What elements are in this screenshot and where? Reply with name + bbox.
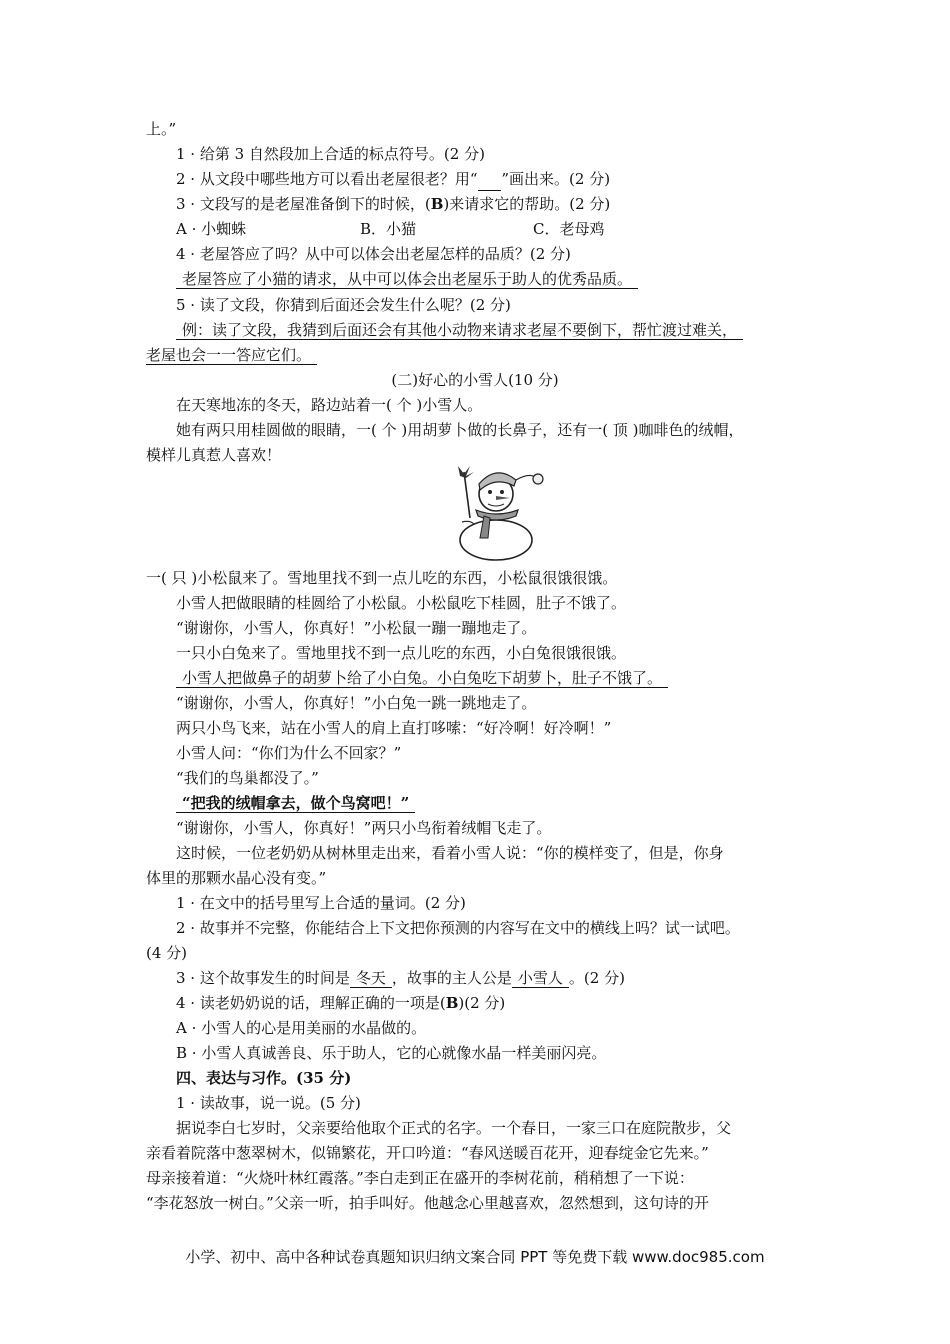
text-line: 小雪人问：“你们为什么不回家？” [176,744,402,762]
question-5: 5 · 读了文段，你猜到后面还会发生什么呢？(2 分) [176,296,511,314]
text-line: “我们的鸟巢都没了。” [176,769,319,787]
answer-blank: 冬天 [350,969,392,988]
footer-link[interactable]: 小学、初中、高中各种试卷真题知识归纳文案合同 PPT 等免费下载 www.doc985.com [185,1248,765,1266]
section-title: (二)好心的小雪人(10 分) [391,371,559,389]
question-2: 2 · 从文段中哪些地方可以看出老屋很老？用“​ ”画出来。(2 分) [176,168,610,191]
text-line: 两只小鸟飞来，站在小雪人的肩上直打哆嗦：“好冷啊！好冷啊！” [176,719,612,737]
option-c: C．老母鸡 [533,220,605,238]
text-line: 体里的那颗水晶心没有变。” [146,869,327,887]
text-line: 母亲接着道：“火烧叶林红霞落。”李白走到正在盛开的李树花前，稍稍想了一下说： [146,1169,694,1187]
question-3: 3 · 文段写的是老屋准备倒下的时候，(B)来请求它的帮助。(2 分) [176,195,611,213]
text-line: 小雪人把做眼睛的桂圆给了小松鼠。小松鼠吃下桂圆，肚子不饿了。 [176,594,627,612]
question-1: 1 · 在文中的括号里写上合适的量词。(2 分) [176,894,466,912]
text-line: 在天寒地冻的冬天，路边站着一( 个 )小雪人。 [176,396,483,414]
text-line: 据说李白七岁时，父亲要给他取个正式的名字。一个春日，一家三口在庭院散步，父 [176,1119,732,1137]
answer-line: 例：读了文段，我猜到后面还会有其他小动物来请求老屋不要倒下，帮忙渡过难关， [176,319,743,341]
question-3: 3 · 这个故事发生的时间是 冬天 ，故事的主人公是 小雪人 。(2 分) [176,969,625,987]
option-b: B．小猫 [360,220,417,238]
answer-line: 老屋答应了小猫的请求，从中可以体会出老屋乐于助人的优秀品质。 [176,268,638,290]
text-line: 一只小白兔来了。雪地里找不到一点儿吃的东西，小白兔很饿很饿。 [176,644,627,662]
question-4: 4 · 读老奶奶说的话，理解正确的一项是(B)(2 分) [176,994,506,1012]
answer-line: “把我的绒帽拿去，做个鸟窝吧！” [176,792,415,814]
text-line: 亲看着院落中葱翠树木，似锦繁花，开口吟道：“春风送暖百花开，迎春绽金它先来。” [146,1144,709,1162]
answer-line: 小雪人把做鼻子的胡萝卜给了小白兔。小白兔吃下胡萝卜，肚子不饿了。 [176,667,668,689]
text-line: 她有两只用桂圆做的眼睛，一( 个 )用胡萝卜做的长鼻子，还有一( 顶 )咖啡色的绒帽， [176,421,744,439]
text-line: “谢谢你，小雪人，你真好！”小松鼠一蹦一蹦地走了。 [176,619,537,637]
text-line: 一( 只 )小松鼠来了。雪地里找不到一点儿吃的东西，小松鼠很饿很饿。 [146,569,618,587]
text-line: “谢谢你，小雪人，你真好！”两只小鸟衔着绒帽飞走了。 [176,819,552,837]
text-line: 上。” [146,120,177,138]
answer-mark: B [445,994,459,1012]
option-a: A · 小雪人的心是用美丽的水晶做的。 [176,1019,427,1037]
answer-line: 老屋也会一一答应它们。 [146,344,317,366]
text-line: 这时候，一位老奶奶从树林里走出来，看着小雪人说：“你的模样变了，但是，你身 [176,844,724,862]
question-1: 1 · 给第 3 自然段加上合适的标点符号。(2 分) [176,145,485,163]
answer-blank: 小雪人 [512,969,569,988]
text-line: 模样儿真惹人喜欢！ [146,446,282,464]
score-note: (4 分) [146,944,188,962]
text-line: “李花怒放一树白。”父亲一听，拍手叫好。他越念心里越喜欢，忽然想到，这句诗的开 [146,1194,709,1212]
option-b: B · 小雪人真诚善良、乐于助人，它的心就像水晶一样美丽闪亮。 [176,1044,607,1062]
underline-sample: ​ [478,168,502,191]
answer-mark: B [430,195,444,213]
text-line: “谢谢你，小雪人，你真好！”小白兔一跳一跳地走了。 [176,694,537,712]
question-4: 4 · 老屋答应了吗？从中可以体会出老屋怎样的品质？(2 分) [176,245,571,263]
question-1: 1 · 读故事，说一说。(5 分) [176,1094,361,1112]
question-2: 2 · 故事并不完整，你能结合上下文把你预测的内容写在文中的横线上吗？试一试吧。 [176,919,740,937]
option-a: A · 小蜘蛛 [176,220,247,238]
snowman-illustration [438,462,550,562]
section-heading: 四、表达与习作。(35 分) [176,1069,352,1087]
